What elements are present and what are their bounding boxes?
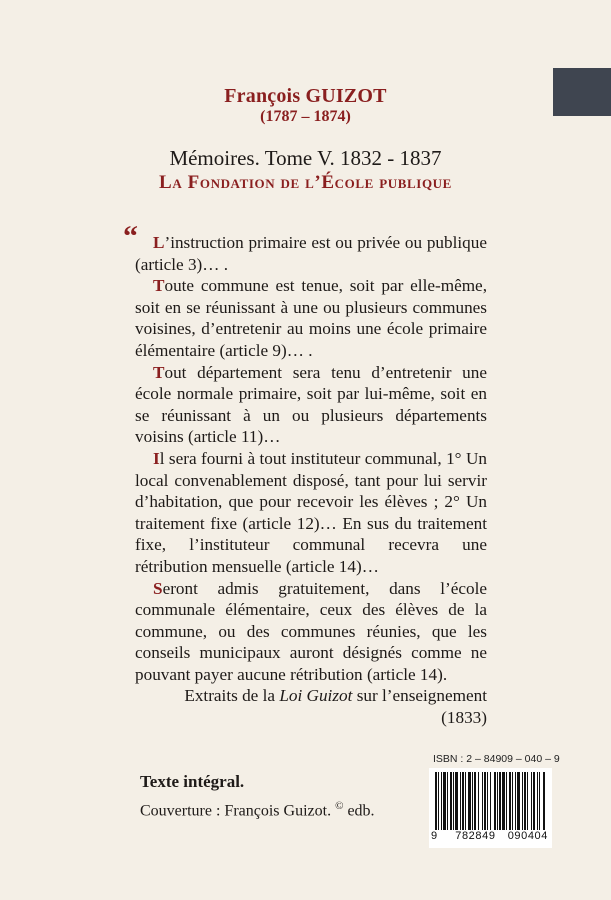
author-dates: (1787 – 1874) (260, 108, 351, 125)
barcode-digits (429, 830, 552, 842)
full-text-label: Texte intégral. (140, 772, 245, 791)
barcode-digits-group-1: 782849 (455, 830, 496, 842)
source-suffix: sur l’enseignement (1833) (352, 686, 487, 728)
author-name: François GUIZOT (224, 85, 387, 107)
quote-paragraph-2 (135, 275, 487, 361)
paragraph-text: ’instruction primaire est ou privée ou publique (article 3)… . (135, 233, 487, 274)
isbn-number: ISBN : 2 – 84909 – 040 – 9 (433, 753, 560, 765)
barcode-digits-group-2: 090404 (507, 830, 548, 842)
drop-letter: T (153, 362, 165, 382)
source-title: Loi Guizot (279, 686, 353, 706)
barcode-digit-first: 9 (431, 830, 438, 842)
cover-credit-text: Couverture : François Guizot. (140, 802, 332, 820)
paragraph-text: oute commune est tenue, soit par elle-même, soit en se réunissant à une ou plusieurs communes voisines, d’entretenir au moins une école primaire élémentaire (article 9)… . (135, 276, 487, 360)
law-quote (123, 220, 487, 729)
quote-source (135, 685, 487, 728)
copyright-icon: © (335, 800, 344, 812)
quote-paragraph-1 (135, 232, 487, 275)
publisher-name: edb. (347, 802, 375, 820)
paragraph-text: eront admis gratuitement, dans l’école communale élémentaire, ceux des élèves de la commune, ou des communes réunies, que les conseils municipaux auront désignés comme ne pouvant payer aucune rétribution (article 14). (135, 578, 487, 684)
source-prefix: Extraits de la (184, 686, 280, 706)
book-title: Mémoires. Tome V. 1832 - 1837 (169, 146, 442, 170)
barcode-bars-icon (434, 772, 547, 830)
paragraph-text: out département sera tenu d’entretenir une école normale primaire, soit par lui-même, soit en se réunissant à un ou plusieurs départements voisins (article 11)… (135, 362, 487, 447)
quote-mark-icon: “ (123, 220, 138, 253)
drop-letter: I (153, 448, 160, 468)
quote-paragraph-4 (135, 448, 487, 578)
drop-letter: L (153, 233, 165, 252)
quote-paragraph-3 (135, 362, 487, 448)
cover-credit (140, 800, 375, 820)
barcode (429, 768, 552, 848)
quote-paragraph-5 (135, 578, 487, 686)
drop-letter: T (153, 276, 165, 296)
drop-letter: S (153, 578, 163, 598)
paragraph-text: l sera fourni à tout instituteur communal, 1° Un local convenablement disposé, tant pour lui servir d’habitation, que pour recevoir les élèves ; 2° Un traitement fixe (article 12)… En sus du traitement fixe, l’instituteur communal recevra une rétribution mensuelle (article 14)… (135, 448, 487, 576)
book-subtitle: La Fondation de l’École publique (159, 172, 452, 193)
